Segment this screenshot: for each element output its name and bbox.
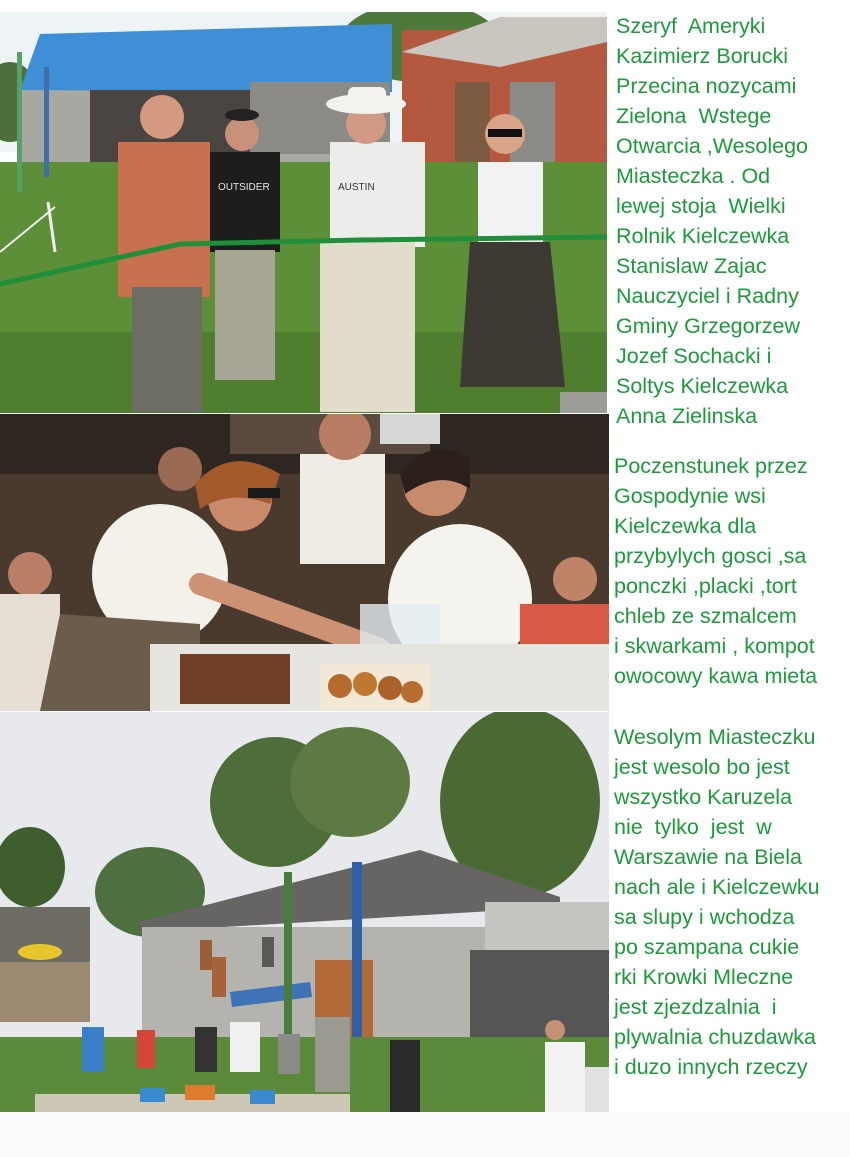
caption-line: Gminy Grzegorzew [616, 314, 800, 338]
caption-line: Warszawie na Biela [614, 845, 802, 869]
caption-ribbon-cutting [616, 11, 808, 431]
caption-line: rki Krowki Mleczne [614, 965, 794, 989]
caption-line: Soltys Kielczewka [616, 374, 789, 398]
caption-line: chleb ze szmalcem [614, 604, 797, 628]
caption-line: Miasteczka . Od [616, 164, 771, 188]
caption-line: Kazimierz Borucki [616, 44, 789, 68]
cap-print-text: AUSTIN [338, 182, 375, 193]
caption-line: Otwarcia ,Wesolego [616, 134, 808, 158]
caption-refreshments [614, 451, 817, 691]
caption-line: Nauczyciel i Radny [616, 284, 799, 308]
caption-line: Jozef Sochacki i [616, 344, 772, 368]
caption-line: lewej stoja Wielki [616, 194, 786, 218]
caption-line: Przecina nozycami [616, 74, 797, 98]
caption-line: i skwarkami , kompot [614, 634, 815, 658]
caption-line: jest wesolo bo jest [614, 755, 790, 779]
caption-fair-grounds [614, 722, 820, 1082]
caption-line: nach ale i Kielczewku [614, 875, 820, 899]
caption-line: jest zjezdzalnia i [614, 995, 777, 1019]
caption-line: Gospodynie wsi [614, 484, 766, 508]
caption-line: sa slupy i wchodza [614, 905, 795, 929]
caption-line: nie tylko jest w [614, 815, 772, 839]
caption-line: Poczenstunek przez [614, 454, 808, 478]
photo-ribbon-cutting [0, 12, 607, 413]
caption-line: Wesolym Miasteczku [614, 725, 816, 749]
page-bottom-margin [0, 1112, 850, 1157]
caption-line: Zielona Wstege [616, 104, 772, 128]
photo-refreshments [0, 414, 609, 711]
caption-line: Rolnik Kielczewka [616, 224, 790, 248]
caption-line: Szeryf Ameryki [616, 14, 766, 38]
caption-line: Anna Zielinska [616, 404, 758, 428]
caption-line: Stanislaw Zajac [616, 254, 767, 278]
caption-line: plywalnia chuzdawka [614, 1025, 816, 1049]
caption-line: Kielczewka dla [614, 514, 757, 538]
caption-line: i duzo innych rzeczy [614, 1055, 808, 1079]
caption-line: wszystko Karuzela [614, 785, 793, 809]
caption-line: ponczki ,placki ,tort [614, 574, 797, 598]
caption-line: po szampana cukie [614, 935, 800, 959]
shirt-print-text: OUTSIDER [218, 182, 270, 193]
photo-fair-grounds [0, 712, 609, 1112]
caption-line: owocowy kawa mieta [614, 664, 818, 688]
caption-line: przybylych gosci ,sa [614, 544, 807, 568]
